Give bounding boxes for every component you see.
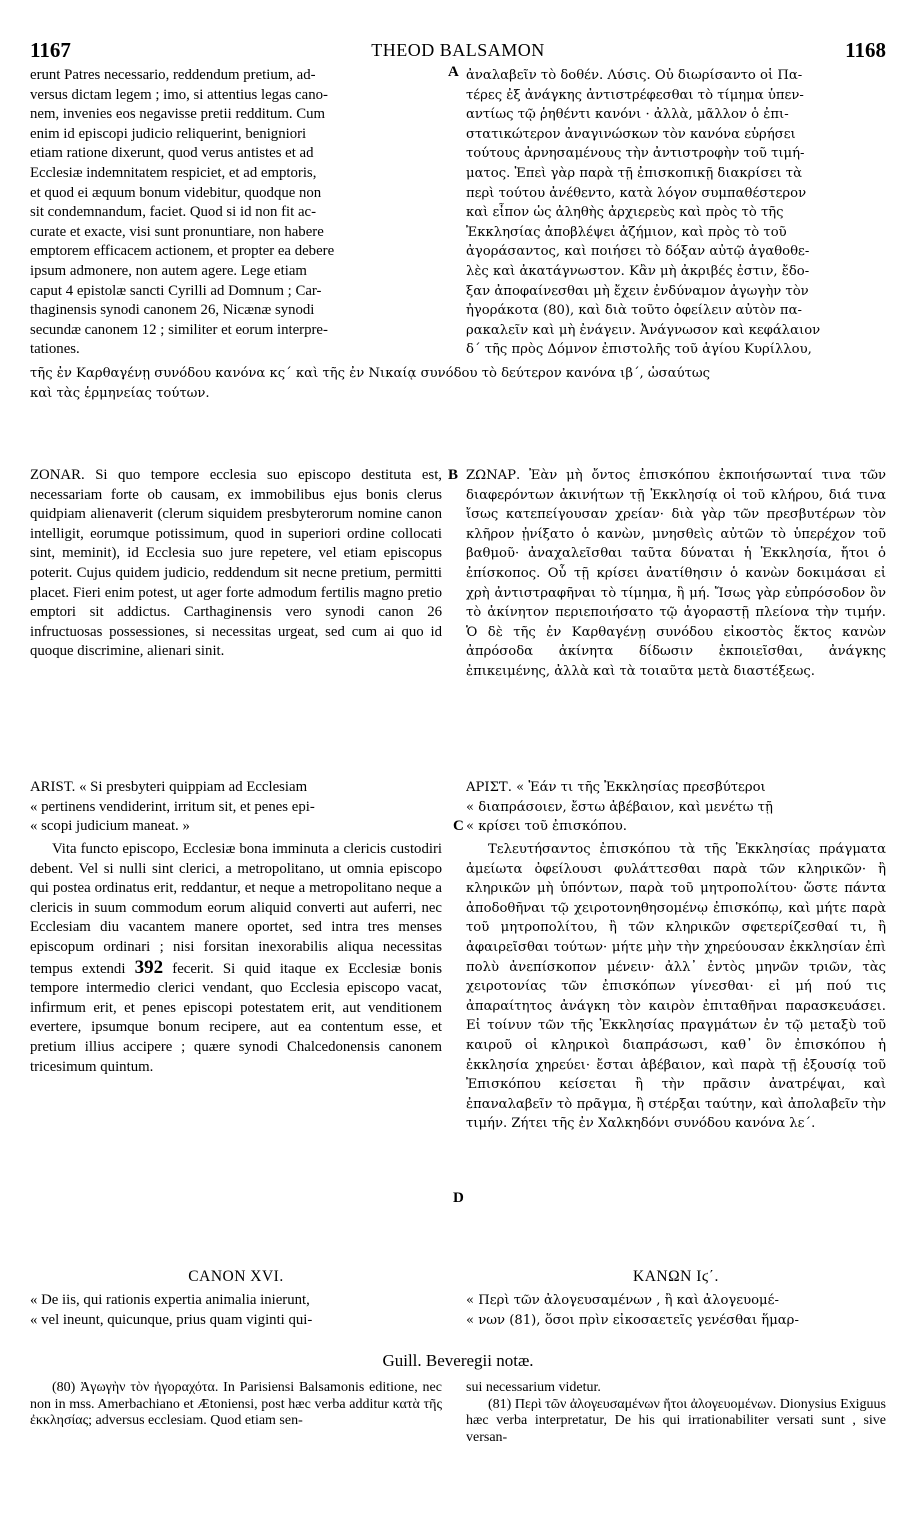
text-line: ἀγοράσαντος, καὶ ποιήσει τὸ δόξαν αὐτῷ ἀγαθοθε- — [466, 244, 810, 260]
text-line: « Ἐάν τι τῆς Ἐκκλησίας πρεσβύτεροι — [516, 780, 766, 795]
text-line: curate et exacte, visi sunt pronuntiare, non habere — [30, 223, 324, 240]
page-number-right: 1168 — [845, 38, 886, 62]
text-line: caput 4 epistolæ sancti Cyrilli ad Domnum ; Car- — [30, 282, 322, 299]
text-line: nem, invenies eos negavisse pretii redditum. Cum — [30, 106, 326, 123]
margin-marker-c: C — [453, 818, 464, 834]
text-line: etiam ratione dixerunt, quod verus antistes et ad — [30, 145, 314, 162]
text-line: τούτους ἀρνησαμένους τὴν ἀντιστροφὴν τοῦ τιμή- — [466, 146, 805, 162]
text-line: erunt Patres necessario, reddendum pretium, ad- — [30, 67, 316, 83]
text-line: λὲς καὶ ἀκατάγνωστον. Κἂν μὴ ἀκριβές ἐστιν, ἔδο- — [466, 263, 810, 279]
canon-latin-title: CANON XVI. — [188, 1268, 284, 1285]
text-line: τῆς ἐν Καρθαγένῃ συνόδου κανόνα κς΄ καὶ τῆς ἐν Νικαίᾳ συνόδου τὸ δεύτερον κανόνα ιβ΄, ὡσαύτως — [30, 366, 711, 381]
text-line: στατικώτερον ἀναγινώσκων τὸν κανόνα εὑρήσει — [466, 126, 796, 142]
text-line: « Si presbyteri quippiam ad Ecclesiam — [79, 779, 308, 795]
canon-greek — [466, 1291, 886, 1330]
text-line: enim id episcopi judicio reliquerint, benigniori — [30, 125, 307, 142]
text-line: « κρίσει τοῦ ἐπισκόπου. — [466, 819, 627, 835]
notes-title: Guill. Beveregii notæ. — [382, 1351, 534, 1370]
text-line: et quod ei æquum bonum videbitur, quodque non — [30, 184, 322, 201]
text-line: Ecclesiæ indemnitatem respiciet, et ad emptoris, — [30, 164, 317, 181]
margin-marker-b: B — [448, 467, 459, 483]
text-line: « pertinens vendiderint, irritum sit, et penes epi- — [30, 798, 315, 815]
text-line: tationes. — [30, 341, 80, 358]
margin-marker-a: A — [448, 64, 459, 80]
text-line: ματος. Ἐπεὶ γὰρ παρὰ τῇ ἐπισκοπικῇ διακρίσει τὰ — [466, 165, 802, 181]
text-line: emptorem efficacem actionem, et propter ea debere — [30, 243, 335, 260]
note-right — [466, 1380, 886, 1446]
vita-latin — [30, 840, 442, 1077]
section-text: Vita functo episcopo, Ecclesiæ bona imminuta a clericis custodiri debent. Vel si nulli sint clerici, a metropolitano, ut omnia episcopo qui postea ordinatus erit, reddantur, et neque a metropolitano neque a clericis in suum commodum eorum aliquid converti aut auferri, nec Ecclesiam diu vacantem manere oportet, sed intra tres menses episcopum ordinari ; nisi forsitan inexorabilis aliqua necessitas tempus extendi — [30, 841, 442, 977]
text-line: « vel ineunt, quicunque, prius quam viginti qui- — [30, 1311, 313, 1328]
text-line: Ἐκκλησίας ἀποβλέψει ἀζήμιον, καὶ πρὸς τὸ τοῦ — [466, 224, 787, 240]
arist-latin — [30, 778, 442, 837]
note-text: sui necessarium videtur. — [466, 1380, 601, 1395]
page-folio-number: 392 — [134, 956, 164, 978]
page-number-left: 1167 — [30, 38, 71, 62]
text-line: καὶ εἶπον ὡς ἀληθὴς ἀρχιερεὺς καὶ πρὸς τὸ τῆς — [466, 205, 784, 221]
zonar-latin — [30, 466, 442, 662]
text-line: thaginensis synodi canonem 26, Nicænæ synodi — [30, 302, 315, 319]
zonar-greek — [466, 466, 886, 682]
canon-greek-title: ΚΑΝΩΝ Ιϛ΄. — [633, 1268, 719, 1285]
text-line: καὶ τὰς ἑρμηνείας τούτων. — [30, 385, 210, 401]
section-label: ΑΡΙΣΤ. — [466, 780, 512, 795]
text-line: ipsum admonere, non autem agere. Lege etiam — [30, 262, 307, 279]
section-label: ARIST. — [30, 779, 76, 795]
section-label: ZONAR. — [30, 467, 85, 483]
text-line: τέρες ἐξ ἀνάγκης ἀντιστρέφεσθαι τὸ τίμημα ὑπεν- — [466, 87, 804, 103]
running-title: THEOD BALSAMON — [371, 40, 545, 60]
top-greek-column — [466, 66, 886, 360]
text-line: « διαπράσοιεν, ἔστω ἀβέβαιον, καὶ μενέτω τῇ — [466, 799, 773, 815]
text-line: ξαν ἀποφαίνεσθαι μὴ ἔχειν ἐνδύναμον ἀγωγὴν τὸν — [466, 283, 809, 299]
section-label: ΖΩΝΑΡ. — [466, 468, 521, 483]
text-line: « De iis, qui rationis expertia animalia inierunt, — [30, 1292, 310, 1308]
section-text: Τελευτήσαντος ἐπισκόπου τὰ τῆς Ἐκκλησίας πράγματα ἀμείωτα ὀφείλουσι φυλάττεσθαι παρὰ τῶν κληρικῶν· ἢ κληρικῶν μὴ ὑπόντων, παρὰ τοῦ μητροπολίτου· ὥστε πάντα ἀποδοθῆναι τῷ χειροτονηθησομένῳ ἐπισκόπῳ, καὶ μήτε παρὰ τοῦ μητροπολίτου, ἢ τῶν κληρικῶν σφετερίζεσθαί τι, ἢ ἀφαιρεῖσθαι τούτων· μήτε μὴν τὴν χηρεύουσαν ἐκκλησίαν ἐπὶ πολὺ ἀνεπίσκοπον μένειν· ἀλλ᾽ ἐντὸς μηνῶν τριῶν, τὰς χειροτονίας τῶν ἐπισκόπων γίνεσθαι· εἰ μή πού τις ἀπαραίτητος ἀνάγκη τὸν καιρὸν ἐπιταθῆναι παρασκευάσει. Εἰ τοίνυν τῶν τῆς Ἐκκλησίας πραγμάτων ἐν τῷ μεταξὺ τοῦ καιροῦ οἱ κληρικοὶ διαπράσωσι, καθ᾽ ὃν ἐπισκόπου ἡ ἐκκλησία χηρεύει· ἔσται ἀβέβαιον, καὶ παρὰ τῇ ἐξουσίᾳ τοῦ Ἐπισκόπου κείσεται ἢ τὴν πρᾶσιν ἀνατρέψαι, καὶ ἐπαναλαβεῖν τὸ πρᾶγμα, ἢ στέρξαι ταύτην, καὶ ἀπολαβεῖν τὴν τιμήν. Ζήτει τῆς ἐν Χαλκηδόνι συνόδου κανόνα λε΄. — [466, 842, 886, 1132]
text-line: secundæ canonem 12 ; similiter et eorum interpre- — [30, 321, 328, 338]
section-text: Ἐὰν μὴ ὄντος ἐπισκόπου ἐκποιήσωνταί τινα τῶν διαφερόντων ἀκινήτων τῇ Ἐκκλησίᾳ οἱ τοῦ κλήρου, διά τινα ἴσως κατεπείγουσαν χρείαν· διὰ γὰρ τῶν πρεσβυτέρων τὸν κλῆρον ᾐνίξατο ὁ κανὼν, μνησθεὶς αὐτῶν τὸ ὑπερέχον τοῦ βαθμοῦ· ἀναχαλεῖσθαι ταῦτα δύναται ἡ Ἐκκλησία, ἤτοι ὁ ἐπίσκοπος. Οὗ τῇ κρίσει ἀνατίθησιν ὁ κανὼν δοκιμάσαι εἰ χρὴ ἀντιστραφῆναι τὸ τίμημα, ἢ μή. Ἴσως γὰρ εὐπρόσοδον ὂν τὸ ἀκίνητον περιεποιήσατο τῷ ἀγοραστῇ πλείονα τὴν τιμήν. Ὁ δὲ τῆς ἐν Καρθαγένῃ συνόδου εἰκοστὸς ἕκτος κανὼν ἀπρόσοδα ἀκίνητα δίδωσιν ἐκποιεῖσθαι, ἀνάγκης ἐπικειμένης, ἀλλὰ καὶ τὰ τοιαῦτα μετὰ διαστέξεως. — [466, 468, 886, 679]
top-latin-column — [30, 66, 442, 360]
text-line: αντίως τῷ ῥηθέντι κανόνι · ἀλλὰ, μᾶλλον ὁ ἐπι- — [466, 107, 789, 123]
section-text: Si quo tempore ecclesia suo episcopo destituta est, necessariam forte ob causam, ex immobilibus ejus bonis clerus quidpiam alienaverit (clerum siquidem presbyterorum nomine canon intelligit, eorumque potissimum, quod in superiori ordine collocati sint, meminit), id Ecclesia suo jure repetere, vel etiam episcopus poterit. Cujus quidem judicio, reddendum sit necne pretium, permitti placet. Fieri enim potest, ut ager forte admodum fertilis magno pretio emptori sit addictus. Carthaginensis vero synodi canon 26 infructuosas possessiones, si necessitas urgeat, sed cum ai quo id quoque discrimine, alienari sinit. — [30, 467, 443, 660]
text-line: ἠγοράκοτα (80), καὶ διὰ τοῦτο ὀφείλειν αὐτὸν πα- — [466, 303, 802, 319]
page-header — [30, 38, 886, 64]
text-line: versus dictam legem ; imo, si attentius legas cano- — [30, 86, 328, 103]
arist-greek — [466, 778, 886, 837]
text-line: « scopi judicium maneat. » — [30, 818, 190, 835]
text-line: sit condemnandum, faciet. Quod si id non fit ac- — [30, 204, 317, 221]
margin-marker-d: D — [453, 1190, 464, 1206]
text-line: περὶ τούτου ἀνέθεντο, κατὰ λόγον συμπαθέστερον — [466, 185, 807, 201]
text-line: δ΄ τῆς πρὸς Δόμνον ἐπιστολῆς τοῦ ἁγίου Κυρίλλου, — [466, 342, 812, 358]
canon-latin — [30, 1291, 442, 1330]
note-80 — [30, 1380, 442, 1430]
note-81-text: (81) Περὶ τῶν ἀλογευσαμένων ἤτοι ἀλογευομένων. Dionysius Exiguus hæc verba interpretatur, De his qui irrationabiliter versati sunt , sive versan- — [466, 1396, 886, 1445]
text-line: ρακαλεῖν καὶ μὴ ἐνάγειν. Ἀνάγνωσον καὶ κεφάλαιον — [466, 322, 821, 338]
text-line: ἀναλαβεῖν τὸ δοθέν. Λύσις. Οὐ διωρίσαντο οἱ Πα- — [466, 68, 803, 83]
text-line: « νων (81), ὅσοι πρὶν εἰκοσαετεῖς γενέσθαι ἥμαρ- — [466, 1312, 799, 1328]
full-width-greek — [30, 364, 886, 403]
text-line: « Περὶ τῶν ἀλογευσαμένων , ἢ καὶ ἀλογευομέ- — [466, 1293, 779, 1308]
section-text-continued: fecerit. Si quid itaque ex Ecclesiæ bonis tempore intermedio clerici vendant, quo Ecclesia episcopo vacat, infirmum erit, et penes episcopi potestatem erit, aut venditionem evertere, ipsumque bonum recipere, aut ea contentum esse, et pretium illius accipere ; quære synodi Chalcedonensis canonem tricesimum quintum. — [30, 960, 443, 1075]
note-text: (80) Ἀγωγὴν τὸν ἠγοραχότα. In Parisiensi Balsamonis editione, nec non in mss. Amerbachiano et Ætoniensi, post hæc verba additur κατὰ τῆς ἐκκλησίας; adversus ecclesiam. Quod etiam sen- — [30, 1380, 442, 1428]
vita-greek — [466, 840, 886, 1134]
